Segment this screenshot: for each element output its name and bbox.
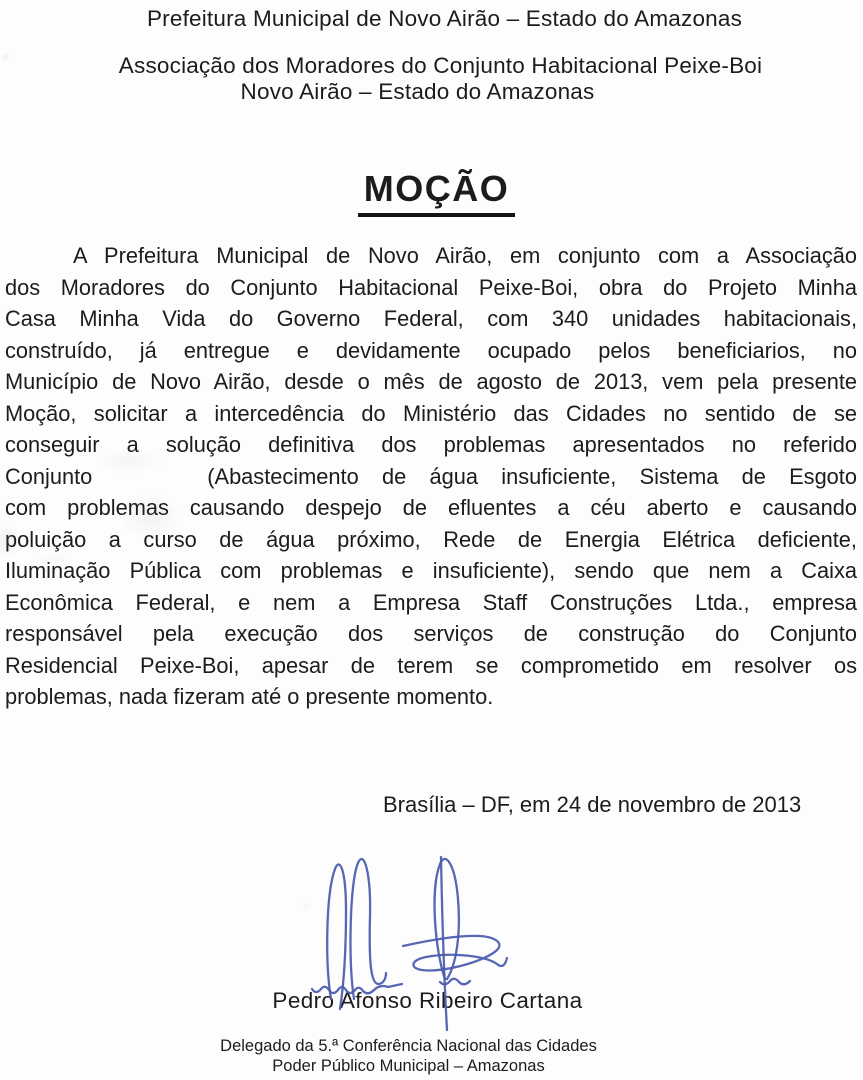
body-line: Casa Minha Vida do Governo Federal, com 340 unidades habitacionais, bbox=[5, 306, 857, 331]
body-line: problemas, nada fizeram até o presente momento. bbox=[5, 684, 494, 709]
body-line: Residencial Peixe-Boi, apesar de terem se comprometido em resolver os bbox=[5, 652, 857, 678]
body-line: Econômica Federal, e nem a Empresa Staff Construções Ltda., empresa bbox=[5, 589, 857, 615]
body-line: Moção, solicitar a intercedência do Ministério das Cidades no sentido de se bbox=[5, 400, 857, 426]
body-line-gap-right: (Abastecimento de água insuficiente, Sistema de Esgoto bbox=[207, 463, 857, 489]
scan-smudge bbox=[2, 52, 9, 62]
header-org-line: Prefeitura Municipal de Novo Airão – Estado do Amazonas bbox=[146, 6, 743, 31]
body-line-gap-left: Conjunto bbox=[5, 463, 93, 489]
header-association-line: Associação dos Moradores do Conjunto Habitacional Peixe-Boi bbox=[118, 53, 763, 78]
body-line: responsável pela execução dos serviços de construção do Conjunto bbox=[5, 621, 857, 646]
body-line: com problemas causando despejo de efluentes a céu aberto e causando bbox=[5, 495, 857, 520]
signature-stroke bbox=[351, 859, 386, 999]
signature-stroke bbox=[403, 936, 507, 971]
body-line: Município de Novo Airão, desde o mês de agosto de 2013, vem pela presente bbox=[5, 369, 857, 394]
body-line: Iluminação Pública com problemas e insuficiente), sendo que nem a Caixa bbox=[5, 558, 857, 583]
body-line: poluição a curso de água próximo, Rede de Energia Elétrica deficiente, bbox=[5, 526, 857, 552]
scan-smudge bbox=[118, 492, 182, 540]
signature-stroke bbox=[435, 859, 459, 979]
document-footer bbox=[0, 1036, 840, 1076]
body-line: construído, já entregue e devidamente ocupado pelos beneficiarios, no bbox=[5, 337, 857, 363]
document-header bbox=[0, 6, 863, 105]
date-line: Brasília – DF, em 24 de novembro de 2013 bbox=[383, 792, 802, 817]
scan-smudge bbox=[300, 902, 312, 910]
document-body bbox=[5, 240, 857, 713]
scan-smudge bbox=[6, 306, 14, 314]
body-line: A Prefeitura Municipal de Novo Airão, em conjunto com a Associação bbox=[73, 243, 857, 268]
header-location-line: Novo Airão – Estado do Amazonas bbox=[240, 79, 595, 104]
title-wrap bbox=[0, 168, 863, 217]
signatory-role: Delegado da 5.ª Conferência Nacional das Cidades bbox=[220, 1037, 597, 1055]
document-title: MOÇÃO bbox=[358, 168, 516, 217]
signature-stroke bbox=[440, 979, 470, 985]
signatory-entity: Poder Público Municipal – Amazonas bbox=[272, 1057, 545, 1075]
body-line: dos Moradores do Conjunto Habitacional Peixe-Boi, obra do Projeto Minha bbox=[5, 274, 857, 300]
scan-smudge bbox=[95, 448, 165, 474]
scan-smudge bbox=[36, 552, 70, 566]
body-line: conseguir a solução definitiva dos problemas apresentados no referido bbox=[5, 432, 857, 457]
signatory-name: Pedro Afonso Ribeiro Cartana bbox=[272, 988, 583, 1013]
